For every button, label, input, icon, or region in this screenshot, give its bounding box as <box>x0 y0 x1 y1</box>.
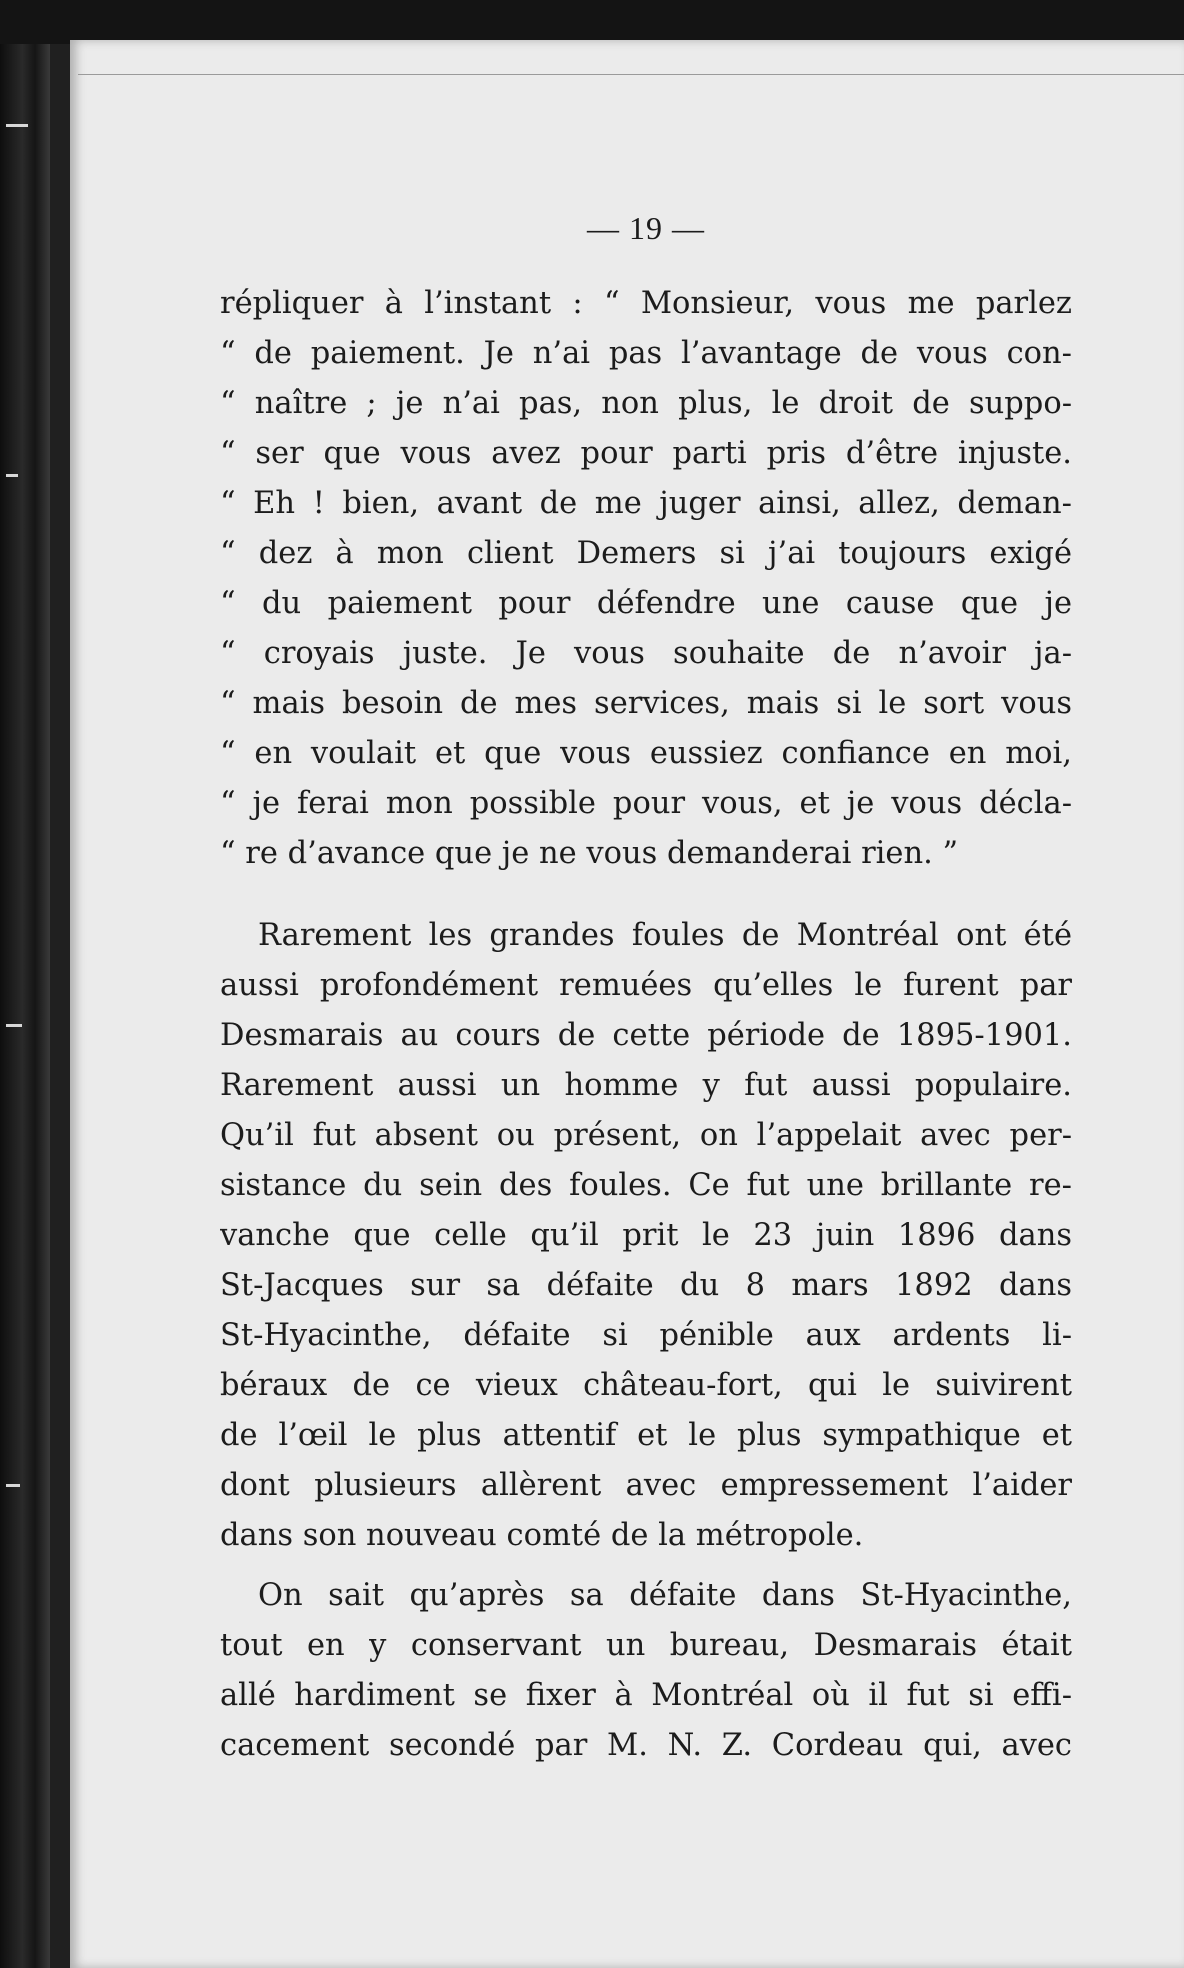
text-line: sistance du sein des foules. Ce fut une brillante re- <box>220 1168 1072 1203</box>
text-line: tout en y conservant un bureau, Desmarais était <box>220 1628 1072 1663</box>
text-line: Rarement les grandes foules de Montréal ont été <box>258 918 1072 953</box>
text-line: aussi profondément remuées qu’elles le furent par <box>220 968 1072 1003</box>
text-line: béraux de ce vieux château-fort, qui le suivirent <box>220 1368 1072 1403</box>
page-top-edge <box>78 74 1184 75</box>
text-line: “ de paiement. Je n’ai pas l’avantage de vous con- <box>220 336 1072 371</box>
dark-background-top <box>0 0 1184 44</box>
text-line: vanche que celle qu’il prit le 23 juin 1896 dans <box>220 1218 1072 1253</box>
quoted-speech <box>220 279 1072 879</box>
text-line: “ dez à mon client Demers si j’ai toujours exigé <box>220 536 1072 571</box>
text-line: Rarement aussi un homme y fut aussi populaire. <box>220 1068 1072 1103</box>
text-line: dont plusieurs allèrent avec empressement l’aider <box>220 1468 1072 1503</box>
text-line: On sait qu’après sa défaite dans St-Hyacinthe, <box>258 1578 1072 1613</box>
text-line: “ Eh ! bien, avant de me juger ainsi, allez, deman- <box>220 486 1072 521</box>
text-line: Qu’il fut absent ou présent, on l’appelait avec per- <box>220 1118 1072 1153</box>
text-line: “ ser que vous avez pour parti pris d’être injuste. <box>220 436 1072 471</box>
page-number: — 19 — <box>587 210 705 246</box>
text-line: St-Hyacinthe, défaite si pénible aux ardents li- <box>220 1318 1072 1353</box>
text-line: “ naître ; je n’ai pas, non plus, le droit de suppo- <box>220 386 1072 421</box>
binding-mark <box>6 1024 22 1027</box>
text-line: allé hardiment se fixer à Montréal où il fut si effi- <box>220 1678 1072 1713</box>
text-line: cacement secondé par M. N. Z. Cordeau qui, avec <box>220 1728 1072 1763</box>
text-line: St-Jacques sur sa défaite du 8 mars 1892 dans <box>220 1268 1072 1303</box>
text-line: “ mais besoin de mes services, mais si le sort vous <box>220 686 1072 721</box>
paragraph <box>220 911 1072 1561</box>
text-line: “ je ferai mon possible pour vous, et je vous décla- <box>220 786 1072 821</box>
binding-mark <box>6 124 28 127</box>
text-line: Desmarais au cours de cette période de 1895-1901. <box>220 1018 1072 1053</box>
text-line: dans son nouveau comté de la métropole. <box>220 1518 864 1553</box>
text-line: répliquer à l’instant : “ Monsieur, vous me parlez <box>220 286 1072 321</box>
text-line: “ en voulait et que vous eussiez confiance en moi, <box>220 736 1072 771</box>
text-line: de l’œil le plus attentif et le plus sympathique et <box>220 1418 1072 1453</box>
text-line: “ croyais juste. Je vous souhaite de n’avoir ja- <box>220 636 1072 671</box>
text-line: “ du paiement pour défendre une cause que je <box>220 586 1072 621</box>
binding-mark <box>6 1484 20 1487</box>
book-binding <box>0 44 50 1968</box>
binding-mark <box>6 474 18 477</box>
paragraph <box>220 1571 1072 1771</box>
text-line: “ re d’avance que je ne vous demanderai rien. ” <box>220 836 959 871</box>
